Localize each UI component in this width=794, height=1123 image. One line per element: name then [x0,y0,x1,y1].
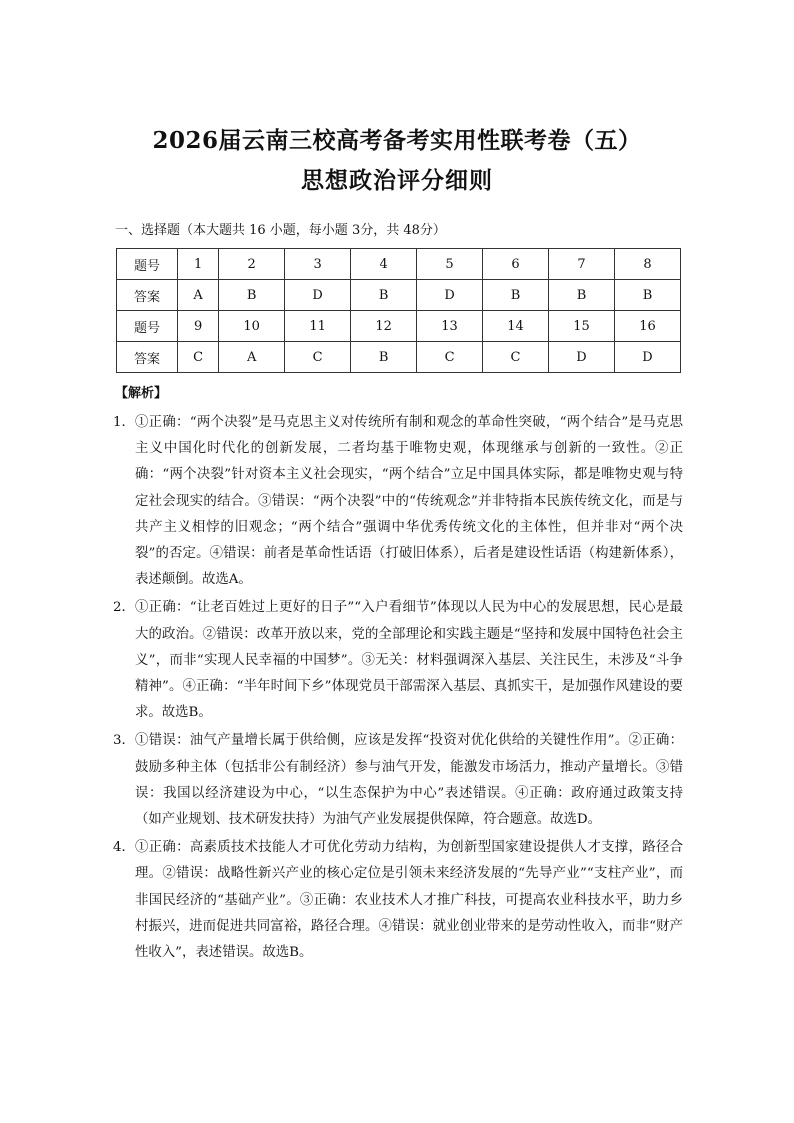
table-cell: C [178,342,219,373]
list-item [113,595,683,726]
list-item [113,410,683,593]
table-cell: B [351,342,417,373]
table-cell: C [483,342,549,373]
table-row [117,280,681,311]
table-cell: 7 [549,249,615,280]
section-heading: 一、选择题（本大题共 16 小题，每小题 3分，共 48分） [115,223,446,238]
item-text: ①正确：高素质技术技能人才可优化劳动力结构，为创新型国家建设提供人才支撑，路径合理。②错误：战略性新兴产业的核心定位是引领未来经济发展的“先导产业”“支柱产业”，而非国民经济的“基础产业”。③正确：农业技术人才推广科技，可提高农业科技水平，助力乡村振兴，进而促进共同富裕，路径合理。④错误：就业创业带来的是劳动性收入，而非“财产性收入”，表述错误。故选B。 [135,840,683,961]
table-cell: 2 [219,249,285,280]
table-cell: D [417,280,483,311]
item-number: 1． [113,415,135,430]
table-cell: B [219,280,285,311]
table-cell: 3 [285,249,351,280]
table-cell: D [614,342,680,373]
list-item [113,835,683,966]
list-item [113,728,683,833]
table-cell: 11 [285,311,351,342]
analysis-list [113,410,683,968]
table-row [117,342,681,373]
page-title-line2: 思想政治评分细则 [301,167,493,194]
table-cell: A [219,342,285,373]
item-text: ①错误：油气产量增长属于供给侧，应该是发挥“投资对优化供给的关键性作用”。②正确：鼓励多种主体（包括非公有制经济）参与油气开发，能激发市场活力，推动产量增长。③错误：我国以经济建设为中心，“以生态保护为中心”表述错误。④正确：政府通过政策支持（如产业规划、技术研发扶持）为油气产业发展提供保障，符合题意。故选D。 [135,733,683,828]
table-cell: C [417,342,483,373]
table-cell: B [483,280,549,311]
table-cell: 12 [351,311,417,342]
table-cell: 10 [219,311,285,342]
table-cell: 答案 [117,280,178,311]
item-number: 3． [113,733,135,749]
table-cell: 题号 [117,311,178,342]
table-cell: B [549,280,615,311]
table-cell: 5 [417,249,483,280]
table-cell: 答案 [117,342,178,373]
page-title-line1: 2026届云南三校高考备考实用性联考卷（五） [152,127,642,154]
table-cell: 13 [417,311,483,342]
table-cell: D [285,280,351,311]
item-text: ①正确：“两个决裂”是马克思主义对传统所有制和观念的革命性突破，“两个结合”是马克思主义中国化时代化的创新发展，二者均基于唯物史观，体现继承与创新的一致性。②正确：“两个决裂”针对资本主义社会现实，“两个结合”立足中国具体实际，都是唯物史观与特定社会现实的结合。③错误：“两个决裂”中的“传统观念”并非特指本民族传统文化，而是与共产主义相悖的旧观念；“两个结合”强调中华优秀传统文化的主体性，但并非对“两个决裂”的否定。④错误：前者是革命性话语（打破旧体系），后者是建设性话语（构建新体系），表述颠倒。故选A。 [135,415,683,588]
analysis-label: 【解析】 [115,386,168,401]
item-number: 2． [113,600,135,616]
table-cell: B [614,280,680,311]
table-cell: 16 [614,311,680,342]
answer-table [116,248,681,373]
table-cell: 4 [351,249,417,280]
item-number: 4． [113,840,135,856]
table-row [117,311,681,342]
table-cell: 题号 [117,249,178,280]
table-row [117,249,681,280]
table-cell: 6 [483,249,549,280]
table-cell: 8 [614,249,680,280]
table-cell: C [285,342,351,373]
table-cell: 1 [178,249,219,280]
table-cell: B [351,280,417,311]
table-cell: D [549,342,615,373]
item-text: ①正确：“让老百姓过上更好的日子”“入户看细节”体现以人民为中心的发展思想，民心是最大的政治。②错误：改革开放以来，党的全部理论和实践主题是“坚持和发展中国特色社会主义”，而非“实现人民幸福的中国梦”。③无关：材料强调深入基层、关注民生，未涉及“斗争精神”。④正确：“半年时间下乡”体现党员干部需深入基层、真抓实干，是加强作风建设的要求。故选B。 [135,600,683,721]
table-cell: A [178,280,219,311]
table-cell: 15 [549,311,615,342]
table-cell: 9 [178,311,219,342]
table-cell: 14 [483,311,549,342]
